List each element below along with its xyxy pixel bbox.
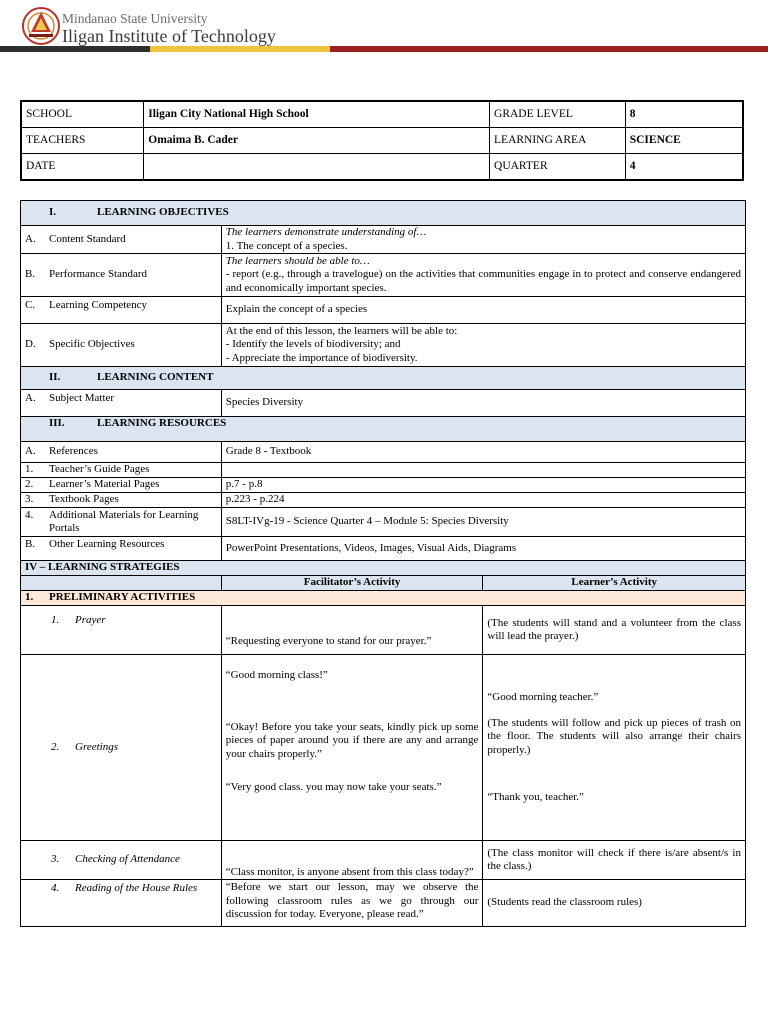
header-band-gold <box>150 46 330 52</box>
greetings-facilitator-2: “Okay! Before you take your seats, kindly pick up some pieces of paper around you if there are any and arrange your chairs properly.” <box>225 720 479 760</box>
house-rules-label: Reading of the House Rules <box>75 882 198 894</box>
section-number: 1. <box>25 591 34 604</box>
greetings-learner-3: “Thank you, teacher.” <box>487 791 584 803</box>
table-row <box>21 324 746 367</box>
additional-materials-value: S8LT-IVg-19 - Science Quarter 4 – Module 5: Species Diversity <box>221 508 745 537</box>
school-label: SCHOOL <box>21 101 144 128</box>
preliminary-activities-header <box>21 591 746 606</box>
section-title: IV – LEARNING STRATEGIES <box>21 561 746 576</box>
lesson-info-table <box>20 100 744 181</box>
performance-standard-label: Performance Standard <box>49 268 148 281</box>
section-header-content <box>21 367 746 390</box>
attendance-facilitator: “Class monitor, is anyone absent from this class today?” <box>221 841 483 880</box>
specific-objective-1: - Identify the levels of biodiversity; and <box>225 338 401 351</box>
learning-competency-value: Explain the concept of a species <box>221 297 745 324</box>
teachers-value: Omaima B. Cader <box>144 128 490 154</box>
section-title: LEARNING CONTENT <box>97 371 214 384</box>
date-value <box>144 154 490 181</box>
house-rules-learner: (Students read the classroom rules) <box>483 880 746 927</box>
table-row <box>21 297 746 324</box>
other-resources-value: PowerPoint Presentations, Videos, Images, Visual Aids, Diagrams <box>221 537 745 561</box>
quarter-label: QUARTER <box>490 154 626 181</box>
row-letter: A. <box>25 232 36 245</box>
institute-name: Iligan Institute of Technology <box>62 26 276 46</box>
greetings-facilitator-1: “Good morning class!” <box>225 669 328 681</box>
learning-area-label: LEARNING AREA <box>490 128 626 154</box>
section-title: LEARNING OBJECTIVES <box>97 206 229 219</box>
university-name: Mindanao State University <box>62 11 208 26</box>
row-number: 2. <box>25 478 34 491</box>
row-letter: B. <box>25 538 36 550</box>
subject-matter-label: Subject Matter <box>49 392 115 404</box>
content-standard-intro: The learners demonstrate understanding of… <box>225 226 427 238</box>
header-band-dark <box>0 46 150 52</box>
table-row <box>21 390 746 417</box>
specific-objectives-intro: At the end of this lesson, the learners will be able to: <box>225 324 458 337</box>
table-row <box>21 493 746 508</box>
learners-material-label: Learner’s Material Pages <box>49 478 160 491</box>
row-number: 3. <box>25 493 34 506</box>
row-letter: A. <box>25 392 36 404</box>
grade-level-value: 8 <box>625 101 743 128</box>
prayer-learner: (The students will stand and a volunteer from the class will lead the prayer.) <box>483 606 746 655</box>
table-row <box>21 508 746 537</box>
table-row <box>21 154 743 181</box>
table-row <box>21 880 746 927</box>
table-row <box>21 841 746 880</box>
house-rules-facilitator: “Before we start our lesson, may we observe the following classroom rules as we go through our discussion for today. Everyone, please read.” <box>221 880 483 927</box>
section-number: III. <box>49 417 65 429</box>
additional-materials-label: Additional Materials for Learning Portals <box>49 508 199 534</box>
content-standard-value: 1. The concept of a species. <box>225 239 348 252</box>
section-number: II. <box>49 371 61 384</box>
row-number: 4. <box>25 508 34 521</box>
row-number: 2. <box>51 740 60 753</box>
content-standard-label: Content Standard <box>49 232 126 245</box>
greetings-facilitator-3: “Very good class. you may now take your seats.” <box>225 781 442 793</box>
school-value: Iligan City National High School <box>144 101 490 128</box>
performance-standard-value: - report (e.g., through a travelogue) on the activities that communities engage in to protect and conserve endangered and economically important species. <box>225 268 741 294</box>
greetings-label: Greetings <box>75 740 118 753</box>
other-resources-label: Other Learning Resources <box>49 538 165 550</box>
specific-objective-2: - Appreciate the importance of biodiversity. <box>225 351 418 364</box>
row-number: 1. <box>25 463 34 476</box>
greetings-learner-2: (The students will follow and pick up pieces of trash on the floor. The students will also arrange their chairs properly.) <box>487 716 741 756</box>
section-number: I. <box>49 206 57 219</box>
blank-header-cell <box>21 576 222 591</box>
table-row <box>21 128 743 154</box>
teachers-guide-label: Teacher’s Guide Pages <box>49 463 150 476</box>
subject-matter-value: Species Diversity <box>221 390 745 417</box>
attendance-learner: (The class monitor will check if there is/are absent/s in the class.) <box>483 841 746 880</box>
row-number: 3. <box>51 853 60 866</box>
learning-competency-label: Learning Competency <box>49 299 148 311</box>
facilitator-column-header: Facilitator’s Activity <box>221 576 483 591</box>
teachers-label: TEACHERS <box>21 128 144 154</box>
lesson-plan-table <box>20 200 746 927</box>
table-row <box>21 655 746 841</box>
table-row <box>21 254 746 297</box>
row-letter: D. <box>25 338 36 351</box>
references-value: Grade 8 - Textbook <box>221 442 745 463</box>
table-row <box>21 101 743 128</box>
row-letter: C. <box>25 299 36 311</box>
date-label: DATE <box>21 154 144 181</box>
table-row <box>21 537 746 561</box>
performance-standard-intro: The learners should be able to… <box>225 254 370 267</box>
textbook-pages-label: Textbook Pages <box>49 493 119 506</box>
section-title: LEARNING RESOURCES <box>97 417 227 429</box>
table-row <box>21 442 746 463</box>
section-title: PRELIMINARY ACTIVITIES <box>49 591 196 604</box>
attendance-label: Checking of Attendance <box>75 853 180 866</box>
specific-objectives-label: Specific Objectives <box>49 338 135 351</box>
learning-area-value: SCIENCE <box>625 128 743 154</box>
table-row <box>21 226 746 254</box>
row-number: 4. <box>51 882 60 894</box>
textbook-pages-value: p.223 - p.224 <box>221 493 745 508</box>
document-header <box>0 0 768 56</box>
activity-columns-header <box>21 576 746 591</box>
references-label: References <box>49 445 98 458</box>
prayer-facilitator: “Requesting everyone to stand for our prayer.” <box>221 606 483 655</box>
learners-material-value: p.7 - p.8 <box>221 478 745 493</box>
grade-level-label: GRADE LEVEL <box>490 101 626 128</box>
quarter-value: 4 <box>625 154 743 181</box>
prayer-label: Prayer <box>75 614 106 626</box>
table-row <box>21 606 746 655</box>
header-band-maroon <box>330 46 768 52</box>
section-header-objectives <box>21 201 746 226</box>
table-row <box>21 463 746 478</box>
row-letter: A. <box>25 445 36 458</box>
section-header-strategies <box>21 561 746 576</box>
table-row <box>21 478 746 493</box>
row-letter: B. <box>25 268 36 281</box>
section-header-resources <box>21 417 746 442</box>
teachers-guide-value <box>221 463 745 478</box>
learner-column-header: Learner’s Activity <box>483 576 746 591</box>
row-number: 1. <box>51 614 60 626</box>
university-seal-icon <box>21 6 61 46</box>
greetings-learner-1: “Good morning teacher.” <box>487 691 599 703</box>
